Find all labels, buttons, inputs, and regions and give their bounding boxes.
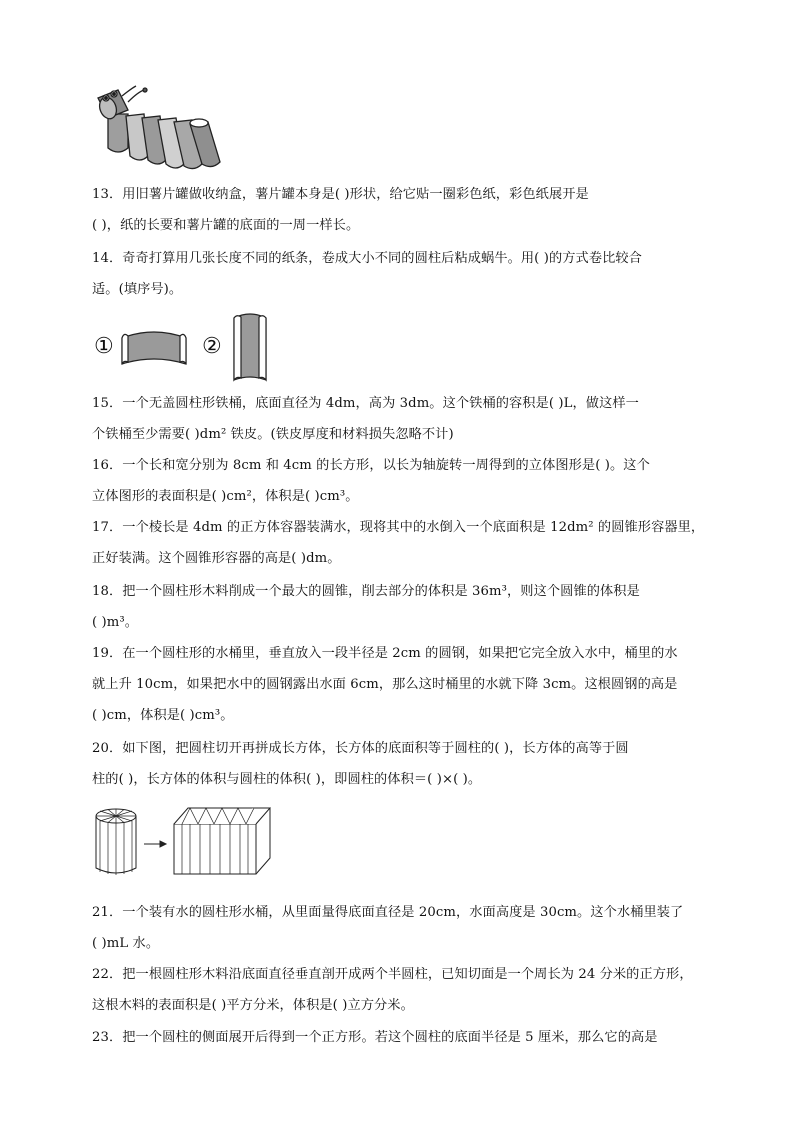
- q22-line1: 22．把一根圆柱形木料沿底面直径垂直剖开成两个半圆柱，已知切面是一个周长为 24 分米的正方形，: [92, 967, 693, 982]
- q13-line1: 13．用旧薯片罐做收纳盒，薯片罐本身是( )形状，给它贴一圈彩色纸，彩色纸展开是: [92, 187, 589, 202]
- q14-options-figure: [92, 310, 282, 386]
- q19-line1: 19．在一个圆柱形的水桶里，垂直放入一段半径是 2cm 的圆钢，如果把它完全放入水中，桶里的水: [92, 646, 678, 661]
- q18-line2: ( )m³。: [92, 615, 139, 630]
- q14-line2: 适。(填序号)。: [92, 282, 183, 297]
- q21-line1: 21．一个装有水的圆柱形水桶，从里面量得底面直径是 20cm，水面高度是 30cm。这个水桶里装了: [92, 905, 684, 920]
- q17-line1: 17．一个棱长是 4dm 的正方体容器装满水，现将其中的水倒入一个底面积是 12dm² 的圆锥形容器里，: [92, 520, 705, 535]
- rolled-paper-vertical-icon: [228, 310, 272, 386]
- option-1-label: ①: [94, 334, 114, 359]
- q18-line1: 18．把一个圆柱形木料削成一个最大的圆锥，削去部分的体积是 36m³，则这个圆锥的体积是: [92, 584, 640, 599]
- q16-line2: 立体图形的表面积是( )cm²，体积是( )cm³。: [92, 489, 359, 504]
- q15-line1: 15．一个无盖圆柱形铁桶，底面直径为 4dm，高为 3dm。这个铁桶的容积是( )L，做这样一: [92, 396, 639, 411]
- q13-line2: ( )，纸的长要和薯片罐的底面的一周一样长。: [92, 218, 360, 233]
- q17-line2: 正好装满。这个圆锥形容器的高是( )dm。: [92, 551, 341, 566]
- q20-line2: 柱的( )，长方体的体积与圆柱的体积( )，即圆柱的体积＝( )×( )。: [92, 772, 482, 787]
- cylinder-to-cuboid-figure: [90, 804, 280, 880]
- q15-line2: 个铁桶至少需要( )dm² 铁皮。(铁皮厚度和材料损失忽略不计): [92, 427, 454, 442]
- q23-line1: 23．把一个圆柱的侧面展开后得到一个正方形。若这个圆柱的底面半径是 5 厘米，那么它的高是: [92, 1030, 658, 1045]
- q16-line1: 16．一个长和宽分别为 8cm 和 4cm 的长方形，以长为轴旋转一周得到的立体图形是( )。这个: [92, 458, 650, 473]
- q22-line2: 这根木料的表面积是( )平方分米，体积是( )立方分米。: [92, 998, 414, 1013]
- rolled-paper-horizontal-icon: [118, 324, 190, 370]
- option-2-label: ②: [202, 334, 222, 359]
- q21-line2: ( )mL 水。: [92, 936, 160, 951]
- can-snail-figure: [88, 84, 228, 174]
- q20-line1: 20．如下图，把圆柱切开再拼成长方体，长方体的底面积等于圆柱的( )，长方体的高等于圆: [92, 741, 629, 756]
- q19-line2: 就上升 10cm，如果把水中的圆钢露出水面 6cm，那么这时桶里的水就下降 3cm。这根圆钢的高是: [92, 677, 678, 692]
- q19-line3: ( )cm，体积是( )cm³。: [92, 708, 234, 723]
- q14-line1: 14．奇奇打算用几张长度不同的纸条，卷成大小不同的圆柱后粘成蜗牛。用( )的方式卷比较合: [92, 251, 642, 266]
